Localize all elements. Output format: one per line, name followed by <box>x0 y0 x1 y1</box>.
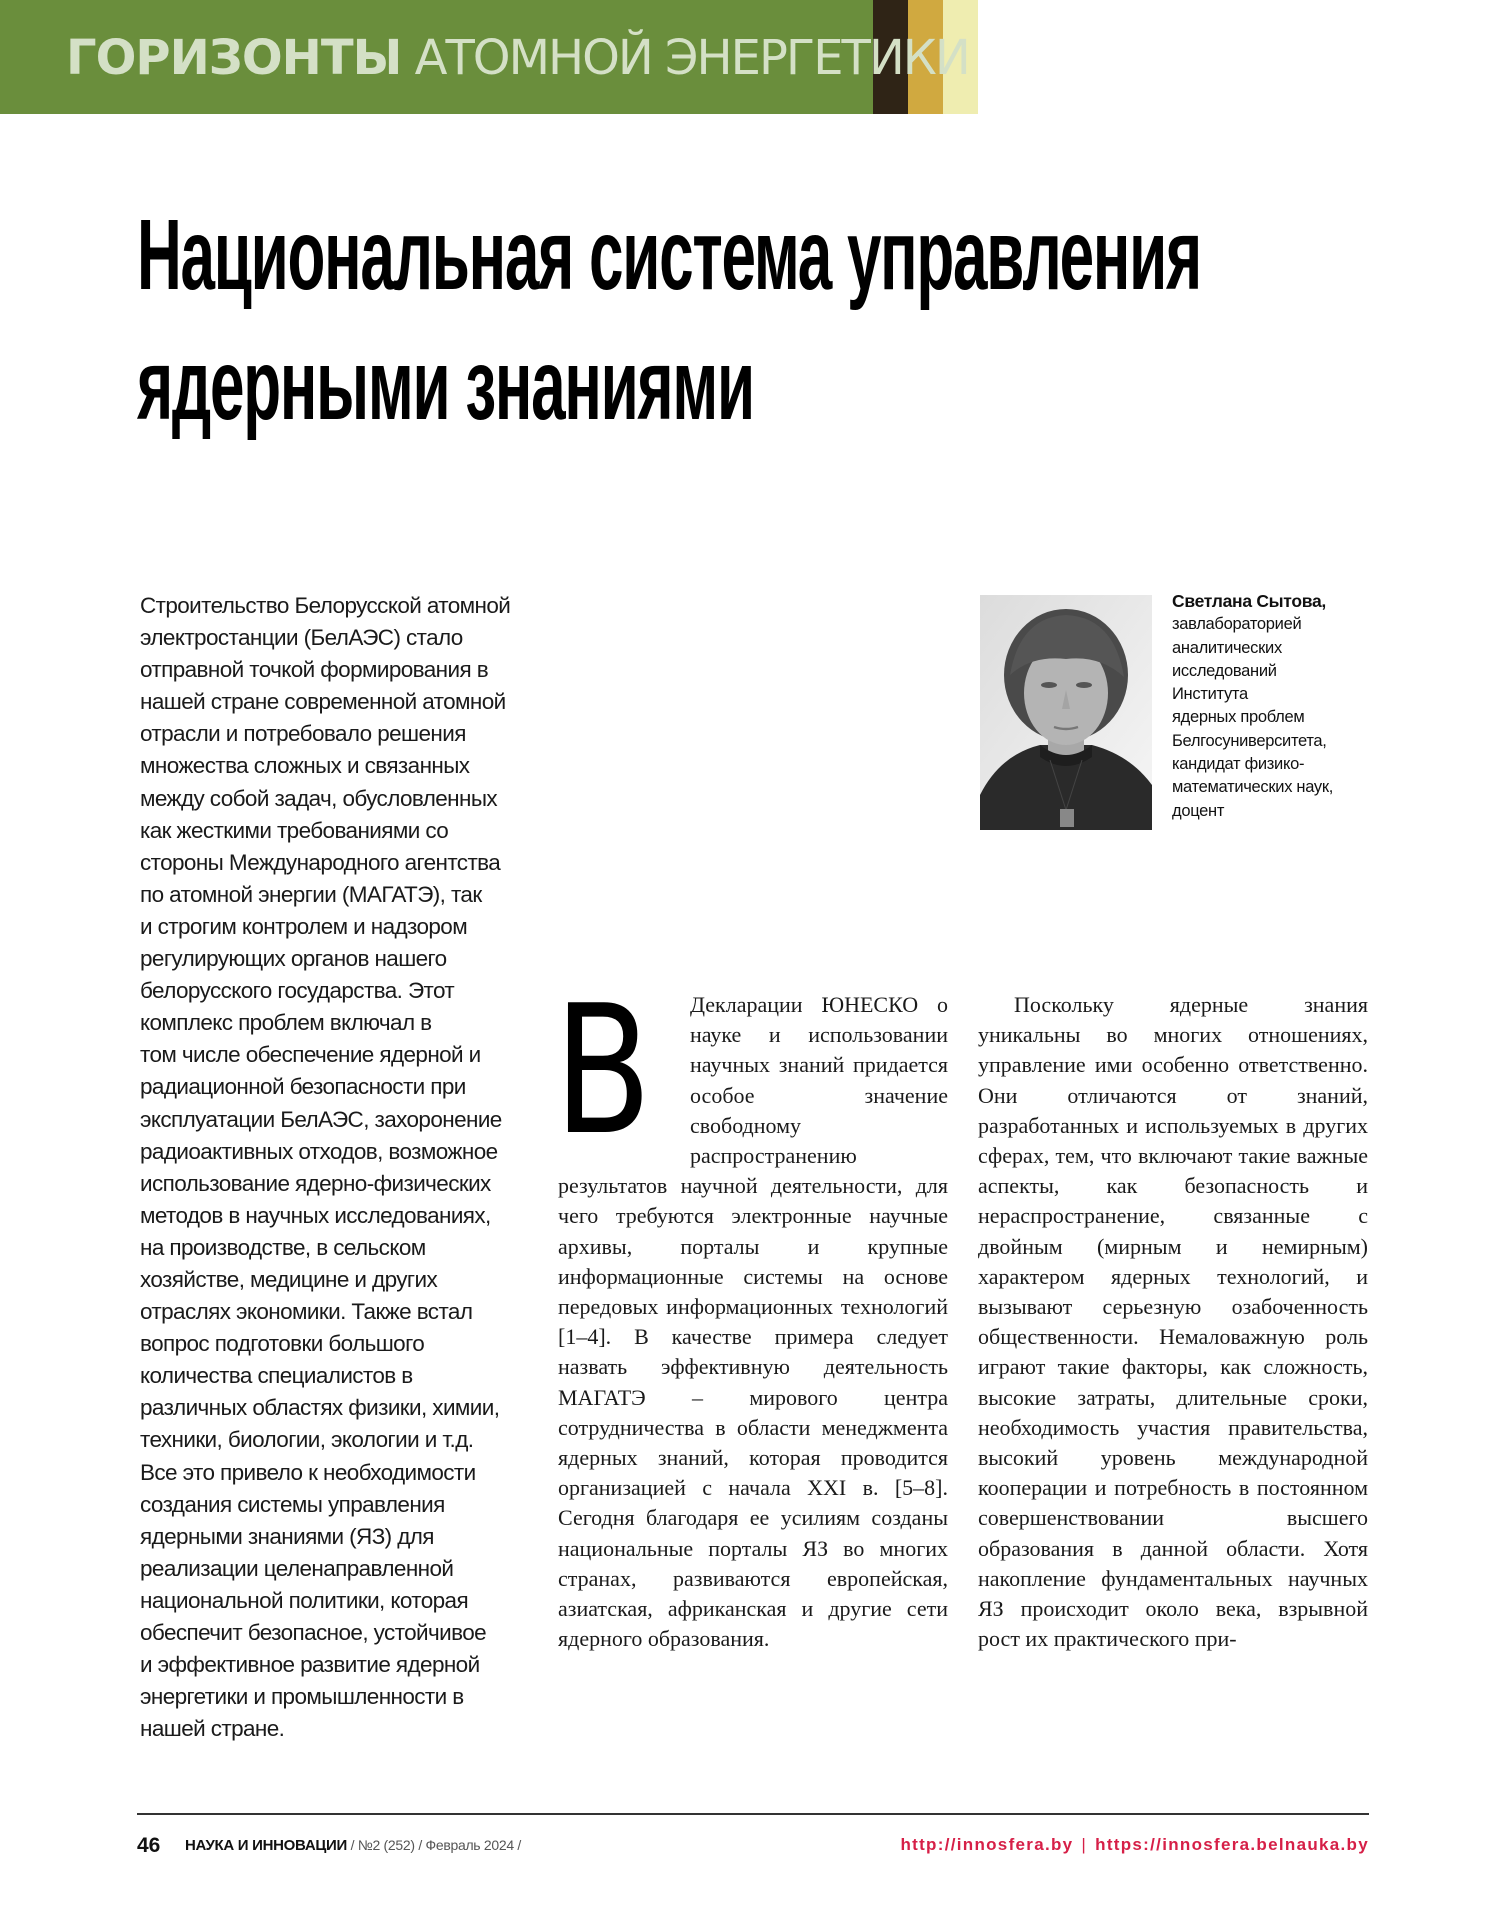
author-bio-line: математических наук, <box>1172 778 1334 797</box>
footer-links <box>900 1835 1369 1855</box>
lead-line: энергетики и промышленности в <box>140 1684 464 1710</box>
author-bio-line: завлабораторией <box>1172 615 1302 634</box>
section-title <box>66 30 969 87</box>
lead-line: радиационной безопасности при <box>140 1074 466 1100</box>
drop-cap: В <box>554 967 652 1174</box>
lead-line: эксплуатации БелАЭС, захоронение <box>140 1106 502 1132</box>
lead-paragraph <box>140 590 530 1745</box>
body-text-middle: Декларации ЮНЕСКО о науке и использовании научных знаний придается особое значение свободному распространению результатов научной деятельности, для чего требуются электронные научные архивы, порталы и крупные информационные системы на основе передовых информационных технологий [1–4]. В качестве примера следует назвать эффективную деятельность МАГАТЭ – мирового центра сотрудничества в области менеджмента ядерных знаний, которая проводится организацией с начала XXI в. [5–8]. Сегодня благодаря ее усилиям созданы национальные порталы ЯЗ во многих странах, развиваются европейская, азиатская, африканская и другие сети ядерного образования. <box>558 992 948 1652</box>
lead-line: нашей стране. <box>140 1716 285 1742</box>
author-bio <box>1172 613 1402 823</box>
lead-line: отраслях экономики. Также встал <box>140 1299 473 1325</box>
lead-line: вопрос подготовки большого <box>140 1331 425 1357</box>
author-bio-line: Института <box>1172 685 1248 704</box>
lead-line: различных областях физики, химии, <box>140 1395 500 1421</box>
lead-line: множества сложных и связанных <box>140 753 470 779</box>
issue-info: / №2 (252) / Февраль 2024 / <box>346 1837 522 1853</box>
section-title-light: АТОМНОЙ ЭНЕРГЕТИКИ <box>414 30 969 86</box>
article-title-line-2: ядерными знаниями <box>137 329 754 441</box>
link-separator: | <box>1081 1835 1088 1854</box>
lead-line: использование ядерно-физических <box>140 1170 491 1196</box>
lead-line: как жесткими требованиями со <box>140 817 449 843</box>
lead-line: электростанции (БелАЭС) стало <box>140 625 463 651</box>
lead-line: регулирующих органов нашего <box>140 946 447 972</box>
lead-line: отправной точкой формирования в <box>140 657 489 683</box>
lead-line: белорусского государства. Этот <box>140 978 455 1004</box>
lead-line: обеспечит безопасное, устойчивое <box>140 1620 487 1645</box>
author-bio-line: аналитических <box>1172 638 1282 657</box>
lead-line: стороны Международного агентства <box>140 849 501 875</box>
footer-divider <box>137 1813 1369 1815</box>
lead-line: создания системы управления <box>140 1491 445 1517</box>
lead-line: отрасли и потребовало решения <box>140 721 466 747</box>
lead-line: ядерными знаниями (ЯЗ) для <box>140 1523 434 1549</box>
author-bio-line: ядерных проблем <box>1172 708 1305 727</box>
author-bio-line: кандидат физико- <box>1172 755 1305 774</box>
author-bio-line: доцент <box>1172 801 1225 820</box>
author-name: Светлана Сытова, <box>1172 591 1326 611</box>
journal-name: НАУКА И ИННОВАЦИИ <box>185 1837 347 1854</box>
author-bio-line: Белгосуниверситета, <box>1172 731 1327 750</box>
lead-line: национальной политики, которая <box>140 1587 469 1613</box>
page-footer <box>137 1834 1369 1864</box>
journal-info <box>185 1837 521 1854</box>
lead-line: Строительство Белорусской атомной <box>140 593 511 618</box>
section-title-bold: ГОРИЗОНТЫ <box>66 30 402 86</box>
body-column-middle <box>554 967 948 1654</box>
section-header-band <box>0 0 978 114</box>
lead-line: между собой задач, обусловленных <box>140 785 498 811</box>
article-title <box>137 190 1377 450</box>
author-info <box>1172 590 1402 823</box>
body-text-right: Поскольку ядерные знания уникальны во многих отношениях, управление ими особенно ответственно. Они отличаются от знаний, разработанных и используемых в других сферах, тем, что включают такие важные аспекты, как безопасность и нераспространение, связанные с двойным (мирным и немирным) характером ядерных технологий, и вызывают серьезную озабоченность общественности. Немаловажную роль играют такие факторы, как сложность, высокие затраты, длительные сроки, необходимость участия правительства, высокий уровень международной кооперации и потребность в постоянном совершенствовании высшего образования в данной области. Хотя накопление фундаментальных научных ЯЗ происходит около века, взрывной рост их практического при- <box>978 992 1368 1652</box>
lead-line: и эффективное развитие ядерной <box>140 1652 480 1678</box>
body-column-right <box>978 990 1368 1654</box>
link-innosfera[interactable]: http://innosfera.by <box>900 1835 1074 1854</box>
author-photo <box>980 595 1152 830</box>
lead-line: на производстве, в сельском <box>140 1234 426 1260</box>
lead-line: хозяйстве, медицине и других <box>140 1266 438 1292</box>
lead-line: Все это привело к необходимости <box>140 1459 476 1485</box>
lead-line: нашей стране современной атомной <box>140 689 506 715</box>
lead-line: радиоактивных отходов, возможное <box>140 1138 498 1164</box>
lead-line: том числе обеспечение ядерной и <box>140 1042 481 1068</box>
lead-line: реализации целенаправленной <box>140 1555 454 1581</box>
link-innosfera-belnauka[interactable]: https://innosfera.belnauka.by <box>1095 1835 1369 1854</box>
lead-line: и строгим контролем и надзором <box>140 913 468 939</box>
lead-line: техники, биологии, экологии и т.д. <box>140 1427 474 1453</box>
page-number: 46 <box>137 1834 161 1857</box>
author-bio-line: исследований <box>1172 661 1277 680</box>
lead-line: по атомной энергии (МАГАТЭ), так <box>140 881 482 907</box>
lead-line: количества специалистов в <box>140 1363 413 1389</box>
lead-line: комплекс проблем включал в <box>140 1010 432 1036</box>
portrait-image <box>980 595 1152 830</box>
lead-line: методов в научных исследованиях, <box>140 1202 491 1228</box>
article-title-line-1: Национальная система управления <box>137 199 1201 311</box>
